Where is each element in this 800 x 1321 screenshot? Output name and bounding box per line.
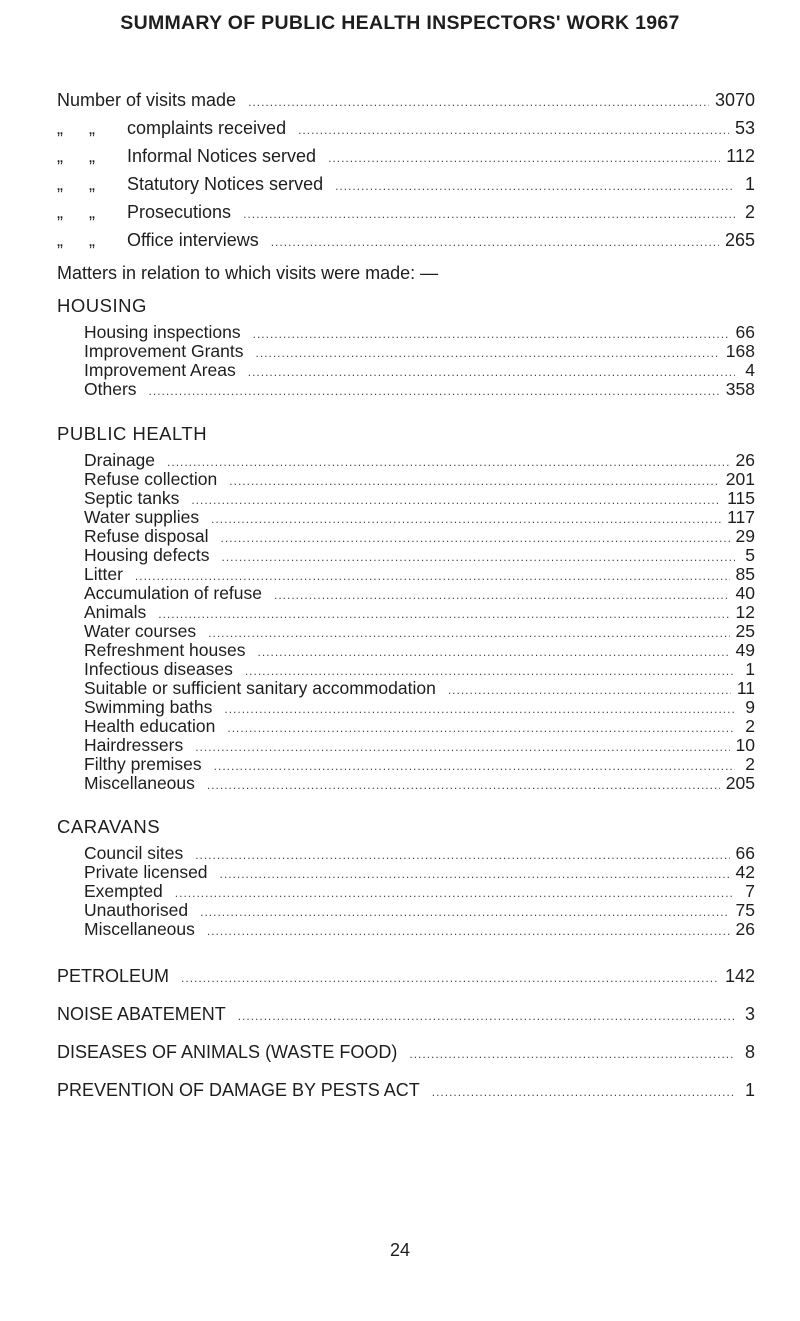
list-item (84, 920, 755, 941)
row-value: 49 (735, 640, 755, 660)
row-label: PREVENTION OF DAMAGE BY PESTS ACT (57, 1080, 420, 1100)
ditto-mark: „ (89, 202, 95, 222)
row-value: 1 (744, 174, 755, 194)
row-value: 1 (745, 659, 755, 679)
row-value: 53 (734, 118, 755, 138)
row-value: 42 (735, 862, 755, 882)
ditto-mark: „ (89, 146, 95, 166)
row-label: Health education (84, 716, 216, 736)
summary-row (57, 1003, 755, 1027)
row-value: 25 (735, 621, 755, 641)
row-label: Animals (84, 602, 147, 622)
row-label: Filthy premises (84, 754, 202, 774)
row-value: 11 (736, 678, 755, 698)
document-title: SUMMARY OF PUBLIC HEALTH INSPECTORS' WORK 1967 (120, 12, 680, 34)
row-label: Septic tanks (84, 488, 180, 508)
dot-leader (335, 175, 735, 197)
row-value: 10 (735, 735, 755, 755)
row-value: 3 (744, 1004, 755, 1024)
row-value: 12 (735, 602, 755, 622)
dot-leader (409, 1043, 735, 1065)
row-label: Refreshment houses (84, 640, 246, 660)
row-value: 2 (745, 754, 755, 774)
row-label: Refuse disposal (84, 526, 209, 546)
row-label: Drainage (84, 450, 156, 470)
row-value: 9 (745, 697, 755, 717)
row-value: 142 (724, 966, 755, 986)
section-heading-housing: HOUSING (57, 295, 147, 316)
section-heading-caravans: CARAVANS (57, 816, 161, 837)
row-label: Number of visits made (57, 90, 237, 110)
ditto-mark: „ (89, 118, 95, 138)
row-value: 8 (744, 1042, 755, 1062)
row-label: Suitable or sufficient sanitary accommodation (84, 678, 436, 698)
list-item (84, 380, 755, 401)
row-label: PETROLEUM (57, 966, 170, 986)
row-label: Statutory Notices served (127, 174, 324, 194)
matters-intro: Matters in relation to which visits were made: — (57, 263, 439, 283)
row-label: Housing inspections (84, 322, 241, 342)
row-value: 358 (725, 379, 755, 399)
row-label: Exempted (84, 881, 163, 901)
row-value: 75 (735, 900, 755, 920)
row-value: 2 (744, 202, 755, 222)
ditto-mark: „ (57, 146, 63, 166)
summary-row (57, 1079, 755, 1103)
row-value: 1 (744, 1080, 755, 1100)
row-label: complaints received (127, 118, 287, 138)
row-value: 112 (726, 146, 755, 166)
row-label: Swimming baths (84, 697, 213, 717)
list-item (84, 546, 755, 567)
dot-leader (271, 231, 719, 253)
row-value: 4 (745, 360, 755, 380)
list-item (84, 361, 755, 382)
dot-leader (243, 203, 735, 225)
row-value: 2 (745, 716, 755, 736)
row-value: 40 (735, 583, 755, 603)
row-value: 115 (727, 488, 755, 508)
section-heading-public-health: PUBLIC HEALTH (57, 423, 208, 444)
summary-row (57, 965, 755, 989)
row-label: Miscellaneous (84, 773, 195, 793)
row-value: 26 (735, 919, 755, 939)
row-label: Miscellaneous (84, 919, 195, 939)
ditto-mark: „ (57, 202, 63, 222)
page-number: 24 (389, 1240, 411, 1260)
list-item (84, 774, 755, 795)
row-value: 85 (735, 564, 755, 584)
row-value: 168 (725, 341, 755, 361)
dot-leader (181, 967, 719, 989)
dot-leader (207, 922, 730, 941)
dot-leader (328, 147, 720, 169)
row-value: 3070 (714, 90, 755, 110)
summary-row (57, 89, 755, 113)
ditto-mark: „ (57, 118, 63, 138)
row-value: 117 (727, 507, 755, 527)
row-value: 205 (725, 773, 755, 793)
row-label: Hairdressers (84, 735, 184, 755)
row-label: Accumulation of refuse (84, 583, 263, 603)
ditto-mark: „ (89, 174, 95, 194)
row-label: DISEASES OF ANIMALS (WASTE FOOD) (57, 1042, 398, 1062)
row-value: 26 (735, 450, 755, 470)
row-label: Refuse collection (84, 469, 218, 489)
dot-leader (432, 1081, 735, 1103)
summary-row (57, 117, 755, 141)
list-item (84, 584, 755, 605)
row-label: Informal Notices served (127, 146, 317, 166)
row-label: Unauthorised (84, 900, 189, 920)
summary-row (57, 145, 755, 169)
summary-row (57, 201, 755, 225)
row-value: 5 (745, 545, 755, 565)
summary-row (57, 1041, 755, 1065)
dot-leader (298, 119, 729, 141)
row-label: Water supplies (84, 507, 200, 527)
summary-row (57, 229, 755, 253)
dot-leader (238, 1005, 735, 1027)
list-item (84, 863, 755, 884)
list-item (84, 717, 755, 738)
row-label: Improvement Areas (84, 360, 236, 380)
row-value: 265 (724, 230, 755, 250)
ditto-mark: „ (89, 230, 95, 250)
row-label: Housing defects (84, 545, 210, 565)
row-label: Private licensed (84, 862, 208, 882)
row-value: 201 (725, 469, 755, 489)
dot-leader (248, 91, 709, 113)
ditto-mark: „ (57, 174, 63, 194)
row-label: Infectious diseases (84, 659, 233, 679)
row-label: Others (84, 379, 137, 399)
dot-leader (149, 382, 720, 401)
summary-row (57, 173, 755, 197)
row-label: Litter (84, 564, 123, 584)
dot-leader (207, 776, 720, 795)
row-value: 66 (735, 843, 755, 863)
row-value: 66 (735, 322, 755, 342)
row-label: Improvement Grants (84, 341, 244, 361)
row-value: 29 (735, 526, 755, 546)
row-label: NOISE ABATEMENT (57, 1004, 226, 1024)
list-item (84, 470, 755, 491)
row-value: 7 (745, 881, 755, 901)
row-label: Council sites (84, 843, 184, 863)
row-label: Water courses (84, 621, 197, 641)
row-label: Prosecutions (127, 202, 232, 222)
ditto-mark: „ (57, 230, 63, 250)
row-label: Office interviews (127, 230, 259, 250)
